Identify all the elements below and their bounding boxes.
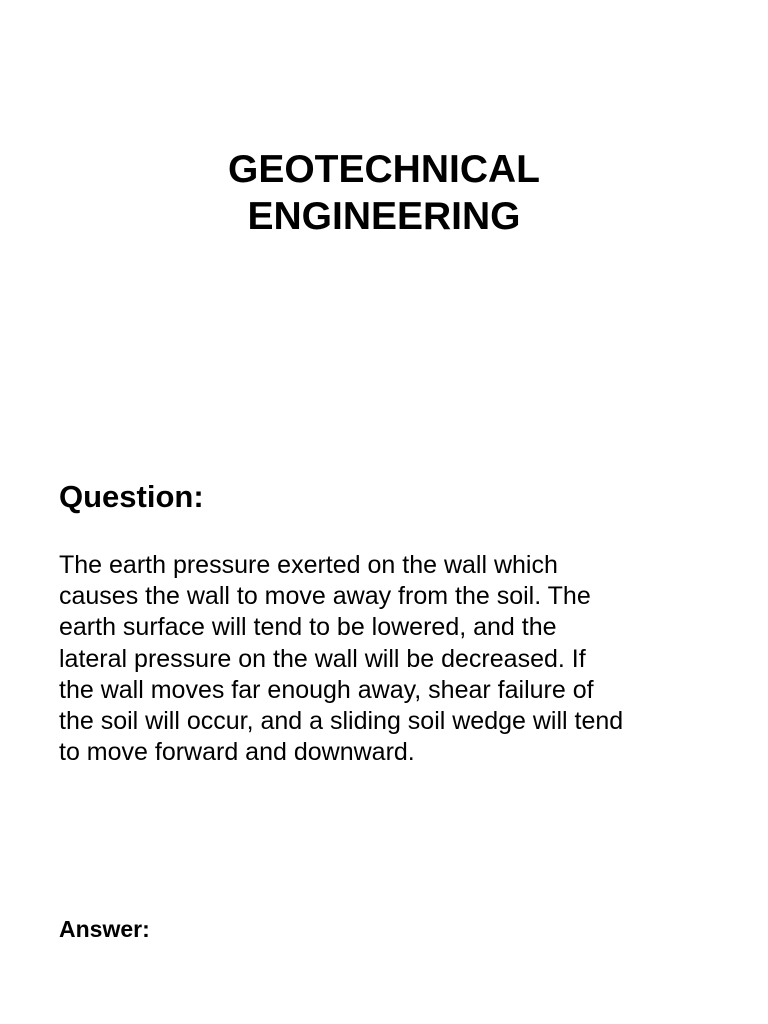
- question-line: earth surface will tend to be lowered, and the: [59, 613, 557, 642]
- title-line: ENGINEERING: [247, 195, 521, 238]
- question-heading: Question:: [59, 479, 204, 514]
- question-text: [59, 550, 729, 768]
- question-line: The earth pressure exerted on the wall which: [59, 551, 558, 579]
- question-line: the wall moves far enough away, shear failure of: [59, 675, 594, 704]
- question-line: lateral pressure on the wall will be decreased. If: [59, 644, 586, 673]
- answer-heading: Answer:: [59, 916, 150, 942]
- question-line: to move forward and downward.: [59, 738, 415, 767]
- question-line: the soil will occur, and a sliding soil wedge will tend: [59, 707, 624, 736]
- document-title: [0, 146, 768, 240]
- title-line: GEOTECHNICAL: [228, 148, 540, 191]
- question-line: causes the wall to move away from the soil. The: [59, 582, 591, 611]
